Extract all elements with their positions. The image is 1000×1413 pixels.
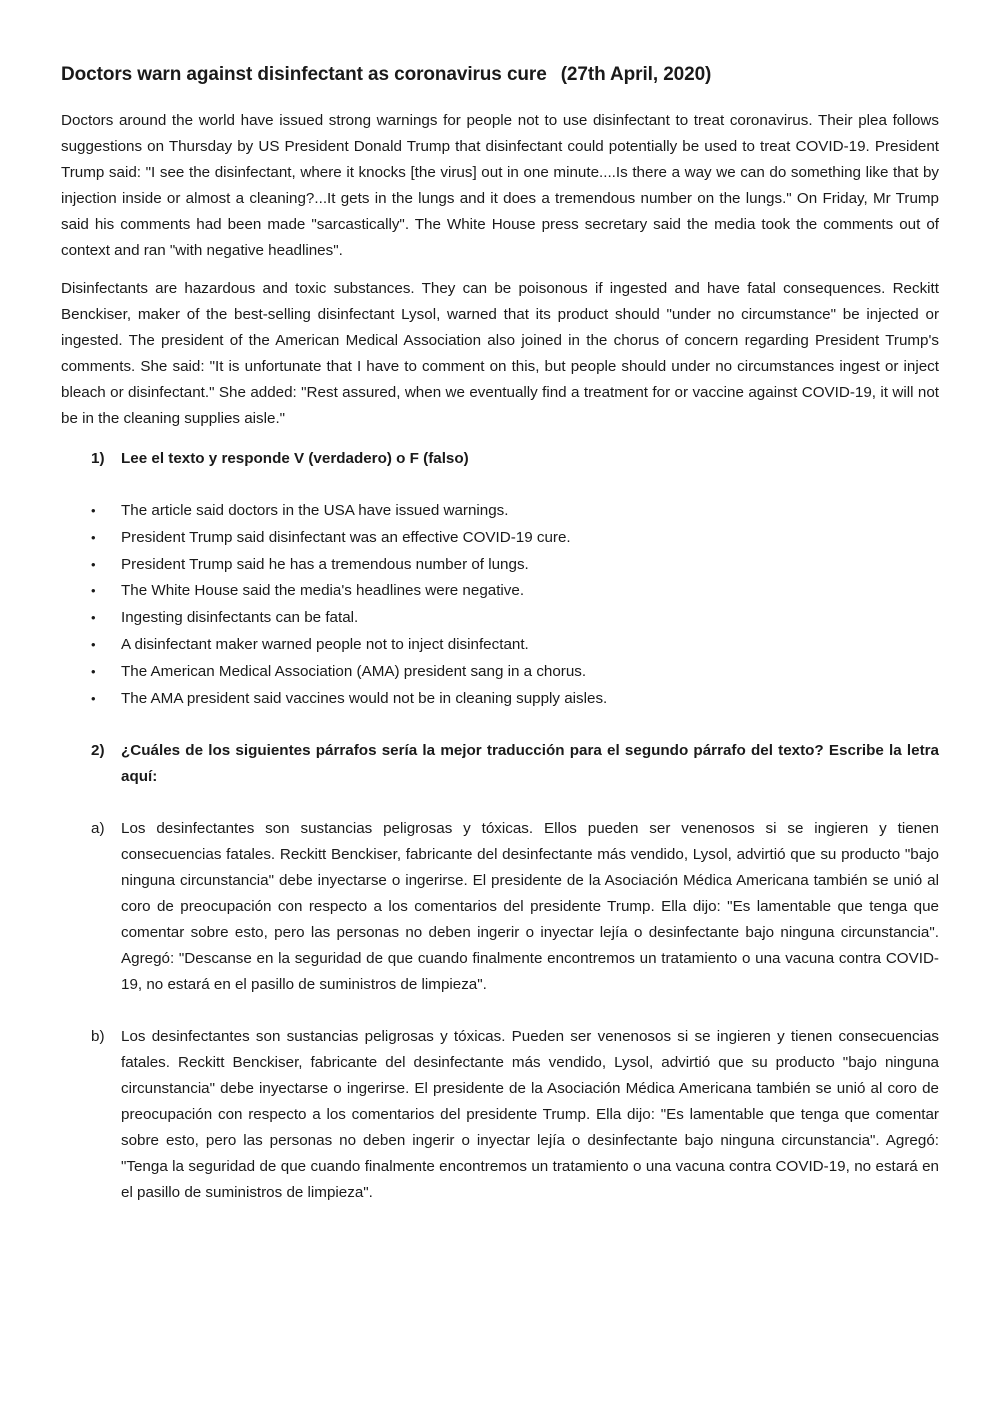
statement-text: The article said doctors in the USA have issued warnings. — [121, 502, 509, 519]
article-paragraph-2: Disinfectants are hazardous and toxic substances. They can be poisonous if ingested and have fatal consequences. Reckitt Benckiser, maker of the best-selling disinfectant Lysol, warned that its product should "under no circumstance" be injected or ingested. The president of the American Medical Association also joined in the chorus of concern regarding President Trump's comments. She said: "It is unfortunate that I have to comment on this, but people should under no circumstances ingest or inject bleach or disinfectant." She added: "Rest assured, when we eventually find a treatment for or vaccine against COVID-19, it will not be in the cleaning supplies aisle." — [61, 280, 939, 427]
question-1-prompt: Lee el texto y responde V (verdadero) o F (falso) — [121, 450, 469, 467]
true-false-list — [61, 498, 939, 712]
statement-text: The White House said the media's headlines were negative. — [121, 582, 525, 600]
option-a — [61, 816, 939, 998]
statement-text: President Trump said he has a tremendous number of lungs. — [121, 555, 529, 573]
bullet-icon: • — [91, 556, 96, 572]
list-item — [61, 632, 939, 659]
article-date: (27th April, 2020) — [560, 64, 712, 85]
option-b-letter: b) — [91, 1028, 105, 1046]
list-item — [61, 605, 939, 632]
list-item — [61, 686, 939, 713]
question-1-number: 1) — [91, 450, 105, 467]
question-2-prompt: ¿Cuáles de los siguientes párrafos sería la mejor traducción para el segundo párrafo del texto? Escribe la letra aquí: — [121, 742, 939, 786]
bullet-icon: • — [91, 583, 96, 599]
bullet-icon: • — [91, 663, 96, 679]
question-1-heading — [61, 446, 939, 472]
option-b-text: Los desinfectantes son sustancias peligrosas y tóxicas. Pueden ser venenosos si se ingieren y tienen consecuencias fatales. Reckitt Benckiser, fabricante del desinfectante más vendido, Lysol, advirtió que su producto "bajo ninguna circunstancia" debe inyectarse o ingerirse. El presidente de la Asociación Médica Americana también se unió al coro de preocupación con respecto a los comentarios del presidente Trump. Ella dijo: "Es lamentable que tenga que comentar sobre esto, pero las personas no deben ingerir o inyectar lejía o desinfectante bajo ninguna circunstancia". Agregó: "Tenga la seguridad de que cuando finalmente encontremos un tratamiento o una vacuna contra COVID-19, no estará en el pasillo de suministros de limpieza". — [121, 1028, 939, 1202]
question-2-number: 2) — [91, 742, 105, 760]
worksheet-page — [61, 62, 939, 1206]
list-item — [61, 525, 939, 552]
list-item — [61, 552, 939, 579]
option-a-text: Los desinfectantes son sustancias peligrosas y tóxicas. Ellos pueden ser venenosos si se ingieren y tienen consecuencias fatales. Reckitt Benckiser, fabricante del desinfectante más vendido, Lysol, advirtió que su producto "bajo ninguna circunstancia" debe inyectarse o ingerirse. El presidente de la Asociación Médica Americana también se unió al coro de preocupación con respecto a los comentarios del presidente Trump. Ella dijo: "Es lamentable que tenga que comentar sobre esto, pero las personas no deben ingerir o inyectar lejía o desinfectante bajo ninguna circunstancia". Agregó: "Descanse en la seguridad de que cuando finalmente encontremos un tratamiento o una vacuna contra COVID-19, no estará en el pasillo de suministros de limpieza". — [121, 820, 939, 994]
article-paragraph-1: Doctors around the world have issued strong warnings for people not to use disinfectant to treat coronavirus. Their plea follows suggestions on Thursday by US President Donald Trump that disinfectant could potentially be used to treat COVID-19. President Trump said: "I see the disinfectant, where it knocks [the virus] out in one minute....Is there a way we can do something like that by injection inside or almost a cleaning?...It gets in the lungs and it does a tremendous number on the lungs." On Friday, Mr Trump said his comments had been made "sarcastically". The White House press secretary said the media took the comments out of context and ran "with negative headlines". — [61, 112, 939, 259]
option-a-letter: a) — [91, 820, 105, 838]
statement-text: Ingesting disinfectants can be fatal. — [121, 609, 359, 627]
statement-text: The AMA president said vaccines would not be in cleaning supply aisles. — [121, 689, 608, 707]
statement-text: President Trump said disinfectant was an effective COVID-19 cure. — [121, 528, 571, 546]
statement-text: The American Medical Association (AMA) president sang in a chorus. — [121, 662, 587, 680]
bullet-icon: • — [91, 529, 96, 545]
statement-text: A disinfectant maker warned people not to inject disinfectant. — [121, 635, 529, 653]
bullet-icon: • — [91, 690, 96, 706]
bullet-icon: • — [91, 636, 96, 652]
list-item — [61, 578, 939, 605]
article-title — [61, 62, 939, 88]
bullet-icon: • — [91, 503, 96, 518]
list-item — [61, 498, 939, 525]
option-b — [61, 1024, 939, 1206]
article-title-text: Doctors warn against disinfectant as coronavirus cure — [61, 64, 547, 85]
question-2-heading — [61, 738, 939, 790]
list-item — [61, 659, 939, 686]
bullet-icon: • — [91, 610, 96, 626]
